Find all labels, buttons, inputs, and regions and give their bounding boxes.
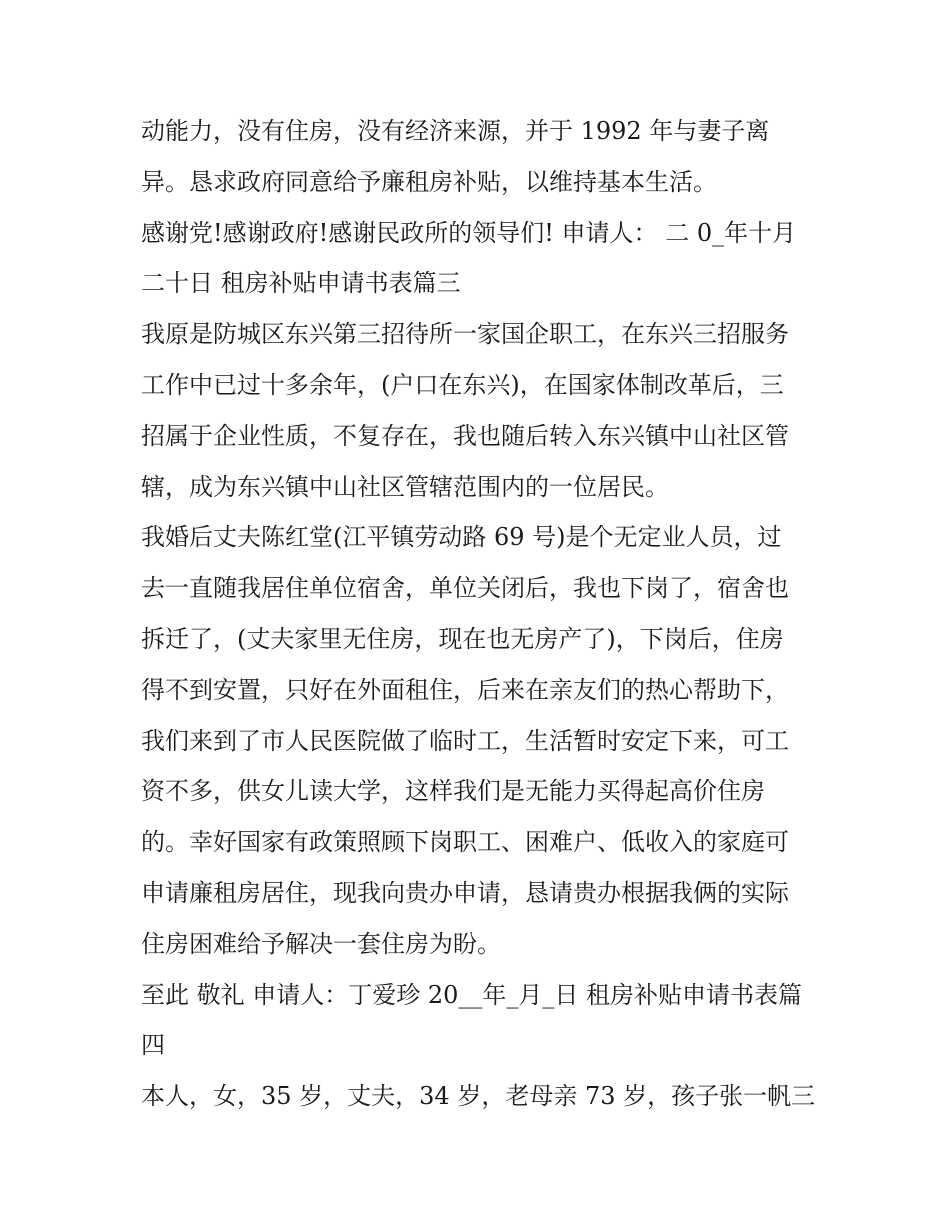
- text-line: 拆迁了，(丈夫家里无住房，现在也无房产了)，下岗后，住房: [141, 624, 784, 653]
- text-line: 辖，成为东兴镇中山社区管辖范围内的一位居民。: [141, 472, 669, 501]
- text-line: 异。恳求政府同意给予廉租房补贴，以维持基本生活。: [141, 167, 717, 196]
- text-line: 资不多，供女儿读大学，这样我们是无能力买得起高价住房: [141, 777, 765, 806]
- text-line: 四: [141, 1031, 165, 1060]
- text-line: 二十日 租房补贴申请书表篇三: [141, 269, 461, 298]
- text-line: 申请廉租房居住，现我向贵办申请，恳请贵办根据我俩的实际: [141, 878, 789, 907]
- text-line: 我们来到了市人民医院做了临时工，生活暂时安定下来，可工: [141, 726, 789, 755]
- text-line: 我原是防城区东兴第三招待所一家国企职工，在东兴三招服务: [141, 320, 789, 349]
- text-line: 感谢党!感谢政府!感谢民政所的领导们! 申请人： 二 0_年十月: [141, 218, 797, 247]
- text-line: 去一直随我居住单位宿舍，单位关闭后，我也下岗了，宿舍也: [141, 574, 789, 603]
- text-line: 的。幸好国家有政策照顾下岗职工、困难户、低收入的家庭可: [141, 828, 789, 857]
- body-text: [141, 106, 821, 1122]
- text-line: 本人，女，35 岁，丈夫，34 岁，老母亲 73 岁，孩子张一帆三: [141, 1082, 816, 1111]
- text-line: 动能力，没有住房，没有经济来源，并于 1992 年与妻子离: [141, 117, 770, 145]
- text-line: 至此 敬礼 申请人：丁爱珍 20__年_月_日 租房补贴申请书表篇: [141, 980, 803, 1009]
- text-line: 招属于企业性质，不复存在，我也随后转入东兴镇中山社区管: [141, 421, 789, 450]
- text-line: 住房困难给予解决一套住房为盼。: [141, 929, 501, 958]
- text-line: 得不到安置，只好在外面租住，后来在亲友们的热心帮助下，: [141, 675, 789, 704]
- text-line: 我婚后丈夫陈红堂(江平镇劳动路 69 号)是个无定业人员，过: [141, 523, 782, 552]
- text-line: 工作中已过十多余年，(户口在东兴)，在国家体制改革后，三: [141, 370, 784, 399]
